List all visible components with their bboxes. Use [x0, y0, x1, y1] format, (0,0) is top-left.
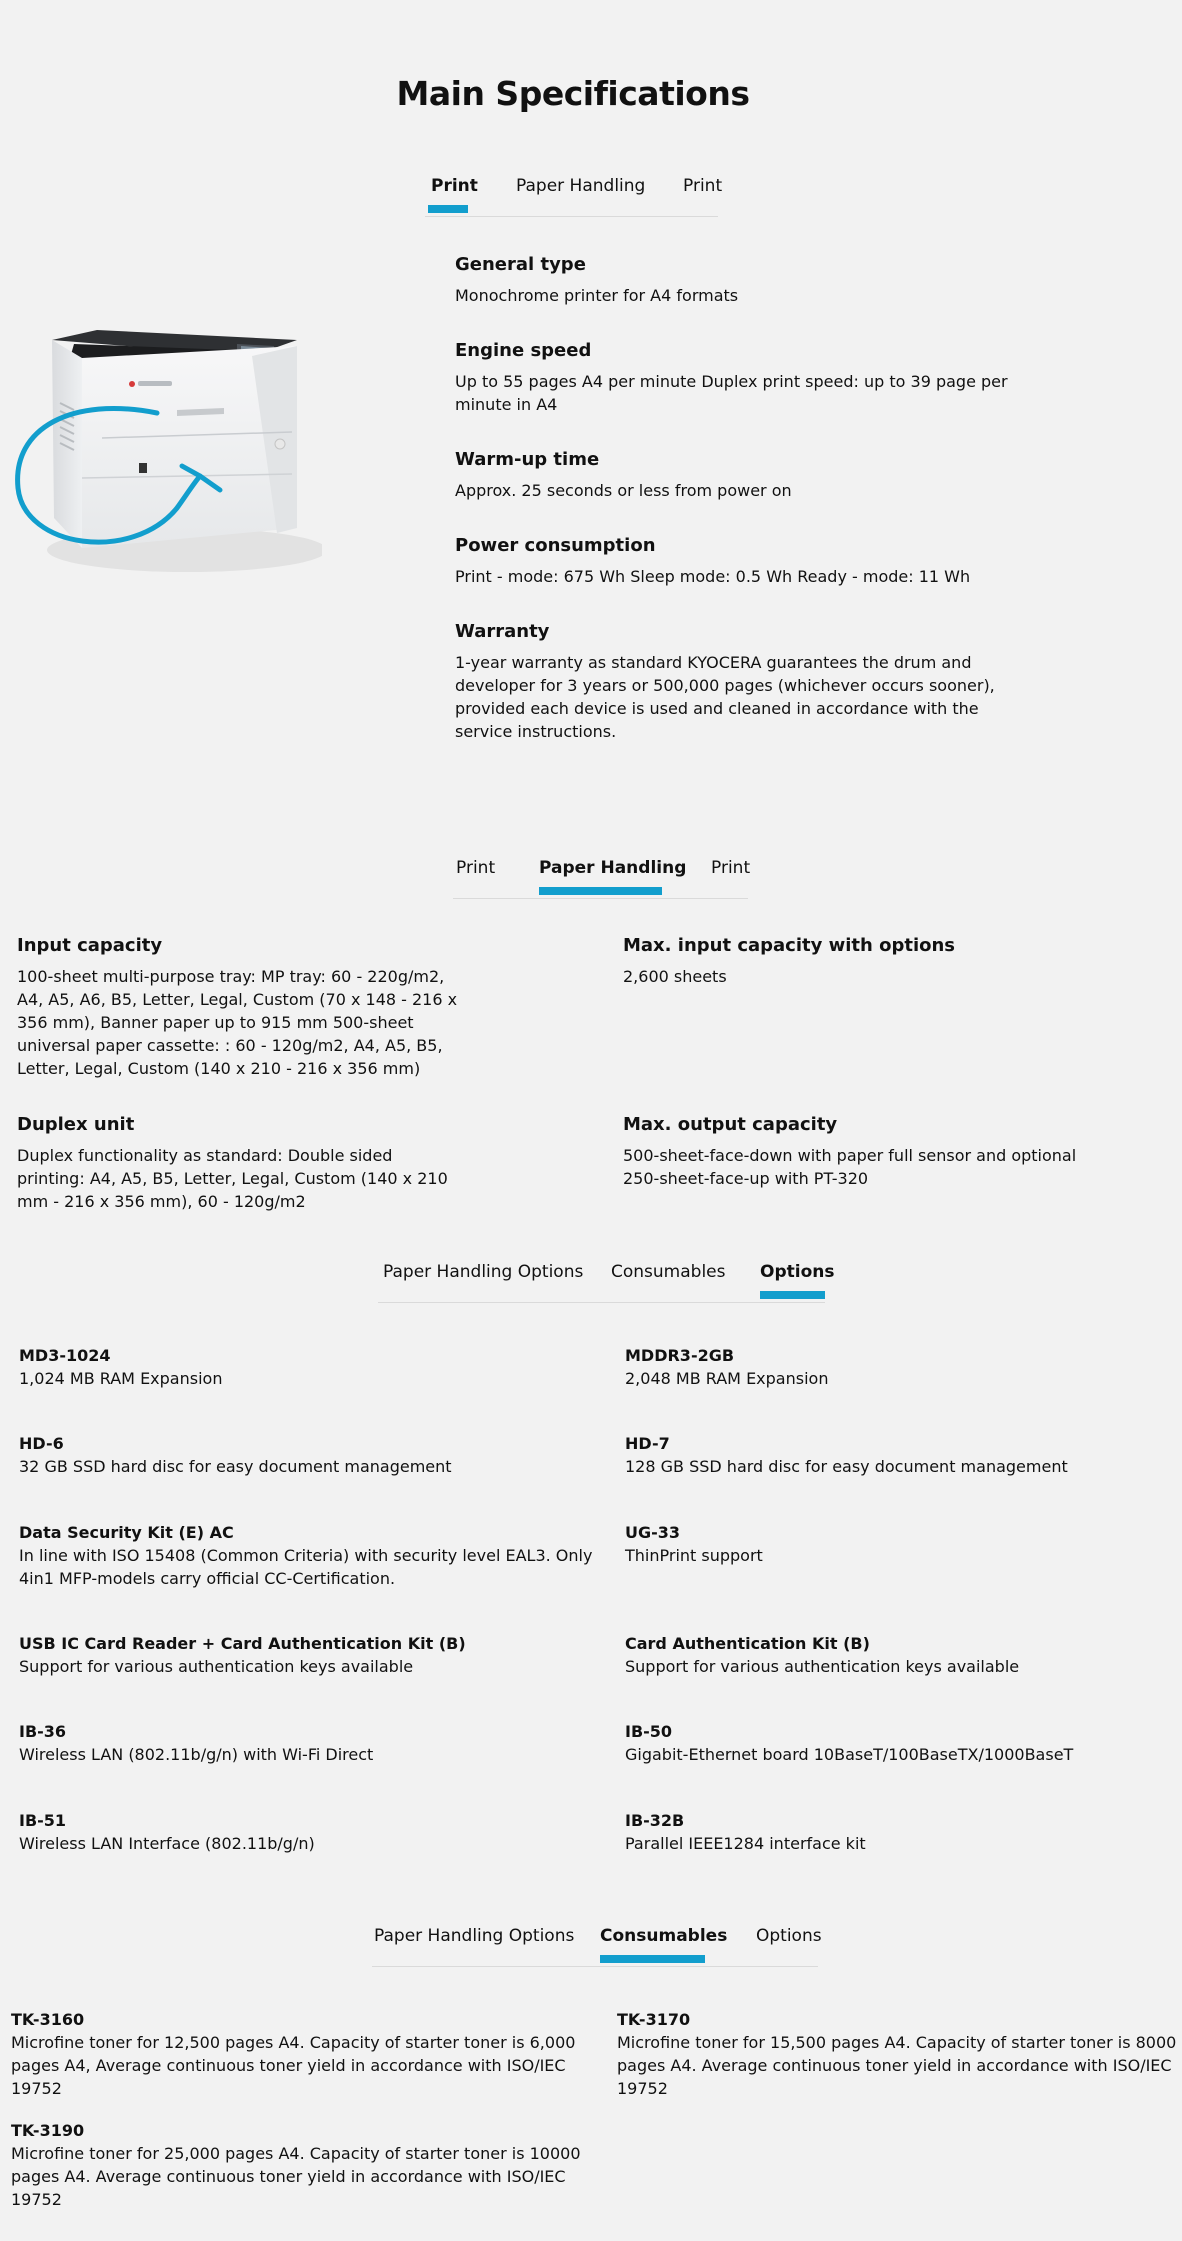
option-code: Data Security Kit (E) AC	[19, 1523, 234, 1542]
option-code: IB-32B	[625, 1811, 685, 1830]
consumable-code: TK-3170	[617, 2010, 691, 2029]
active-tab-indicator	[760, 1291, 825, 1299]
option-code: Card Authentication Kit (B)	[625, 1634, 870, 1653]
tab-label: Paper Handling Options	[374, 1926, 575, 1946]
consumable-description: Microfine toner for 12,500 pages A4. Capacity of starter toner is 6,000 pages A4, Average continuous toner yield in accordance with ISO/IEC 19752	[11, 2033, 576, 2098]
option-description: Parallel IEEE1284 interface kit	[625, 1834, 866, 1853]
tab-label: Print	[431, 176, 478, 196]
consumable-description: Microfine toner for 25,000 pages A4. Capacity of starter toner is 10000 pages A4. Average continuous toner yield in accordance with ISO/IEC 19752	[11, 2144, 581, 2209]
option-code: USB IC Card Reader + Card Authentication Kit (B)	[19, 1634, 466, 1653]
tab-label: Options	[756, 1926, 822, 1946]
spec-value: 100-sheet multi-purpose tray: MP tray: 60 - 220g/m2, A4, A5, A6, B5, Letter, Legal, Custom (70 x 148 - 216 x 356 mm), Banner paper up to 915 mm 500-sheet universal paper cassette: : 60 - 120g/m2, A4, A5, B5, Letter, Legal, Custom (140 x 210 - 216 x 356 mm)	[17, 967, 458, 1078]
tab-print[interactable]	[428, 172, 478, 212]
tab-label: Print	[711, 858, 751, 878]
tab-label: Paper Handling Options	[383, 1262, 584, 1282]
spec-label: Power consumption	[455, 535, 656, 556]
consumable-item	[11, 2008, 591, 2100]
consumables-tabbar	[372, 1922, 822, 1967]
tab-label: Consumables	[600, 1926, 728, 1946]
tab-label: Paper Handling	[539, 858, 687, 878]
tab-paper-handling-options[interactable]	[383, 1258, 583, 1298]
tab-label: Consumables	[611, 1262, 726, 1282]
option-code: HD-6	[19, 1434, 64, 1453]
spec-label: Warranty	[455, 621, 550, 642]
spec-input-capacity	[17, 935, 472, 1080]
tab-paper-handling[interactable]	[516, 172, 645, 212]
option-item	[625, 1632, 1175, 1678]
option-code: UG-33	[625, 1523, 681, 1542]
option-description: 32 GB SSD hard disc for easy document management	[19, 1457, 452, 1476]
tab-print[interactable]	[456, 854, 495, 894]
spec-value: Print - mode: 675 Wh Sleep mode: 0.5 Wh Ready - mode: 11 Wh	[455, 567, 971, 586]
consumable-code: TK-3160	[11, 2010, 85, 2029]
page-title: Main Specifications	[396, 74, 750, 113]
spec-label: Max. output capacity	[623, 1114, 838, 1135]
option-description: ThinPrint support	[625, 1546, 763, 1565]
tab-consumables[interactable]	[600, 1922, 728, 1962]
option-item	[625, 1432, 1175, 1478]
tab-consumables[interactable]	[611, 1258, 725, 1298]
spec-label: Engine speed	[455, 340, 592, 361]
spec-label: Duplex unit	[17, 1114, 135, 1135]
tab-paper-handling[interactable]	[539, 854, 687, 894]
tab-paper-handling-options[interactable]	[374, 1922, 574, 1962]
tab-print-secondary[interactable]	[683, 172, 722, 212]
active-tab-indicator	[600, 1955, 705, 1963]
spec-label: Input capacity	[17, 935, 163, 956]
option-code: MD3-1024	[19, 1346, 111, 1365]
option-item	[19, 1632, 599, 1678]
spec-duplex-unit	[17, 1114, 462, 1213]
tab-label: Paper Handling	[516, 176, 646, 196]
tab-label: Options	[760, 1262, 835, 1282]
consumable-code: TK-3190	[11, 2121, 85, 2140]
spec-label: Warm-up time	[455, 449, 600, 470]
option-description: 2,048 MB RAM Expansion	[625, 1369, 829, 1388]
option-item	[625, 1521, 1175, 1567]
tab-label: Print	[456, 858, 496, 878]
tab-options[interactable]	[756, 1922, 822, 1962]
option-description: Gigabit-Ethernet board 10BaseT/100BaseTX/1000BaseT	[625, 1745, 1074, 1764]
option-item	[19, 1344, 599, 1390]
printer-product-image	[12, 318, 322, 598]
option-item	[19, 1720, 599, 1766]
paper-handling-tabbar	[453, 854, 751, 899]
option-description: In line with ISO 15408 (Common Criteria) with security level EAL3. Only 4in1 MFP-models carry official CC-Certification.	[19, 1546, 593, 1588]
option-description: Wireless LAN (802.11b/g/n) with Wi-Fi Direct	[19, 1745, 374, 1764]
option-item	[19, 1809, 599, 1855]
spec-warm-up-time	[455, 449, 1015, 502]
spec-value: 500-sheet-face-down with paper full sensor and optional 250-sheet-face-up with PT-320	[623, 1146, 1077, 1188]
option-item	[625, 1720, 1175, 1766]
spec-value: Approx. 25 seconds or less from power on	[455, 481, 792, 500]
spec-value: Duplex functionality as standard: Double sided printing: A4, A5, B5, Letter, Legal, Custom (140 x 210 mm - 216 x 356 mm), 60 - 120g/m2	[17, 1146, 448, 1211]
spec-value: 1-year warranty as standard KYOCERA guarantees the drum and developer for 3 years or 500,000 pages (whichever occurs sooner), provided each device is used and cleaned in accordance with the service instructions.	[455, 653, 995, 741]
active-tab-indicator	[539, 887, 662, 895]
option-item	[19, 1432, 599, 1478]
option-description: 128 GB SSD hard disc for easy document management	[625, 1457, 1068, 1476]
spec-value: Up to 55 pages A4 per minute Duplex print speed: up to 39 page per minute in A4	[455, 372, 1008, 414]
printer-illustration	[12, 318, 322, 598]
print-tabbar	[425, 172, 723, 217]
active-tab-indicator	[428, 205, 468, 213]
option-item	[19, 1521, 594, 1590]
spec-label: General type	[455, 254, 586, 275]
spec-power-consumption	[455, 535, 1035, 588]
spec-label: Max. input capacity with options	[623, 935, 956, 956]
spec-value: 2,600 sheets	[623, 967, 727, 986]
spec-max-input-capacity	[623, 935, 1093, 988]
consumable-item	[617, 2008, 1179, 2100]
option-description: Support for various authentication keys available	[19, 1657, 414, 1676]
option-description: Support for various authentication keys available	[625, 1657, 1020, 1676]
option-code: IB-36	[19, 1722, 67, 1741]
spec-general-type	[455, 254, 1015, 307]
option-description: 1,024 MB RAM Expansion	[19, 1369, 223, 1388]
option-item	[625, 1809, 1175, 1855]
spec-max-output-capacity	[623, 1114, 1083, 1190]
spec-warranty	[455, 621, 1025, 743]
spec-value: Monochrome printer for A4 formats	[455, 286, 739, 305]
spec-engine-speed	[455, 340, 1015, 416]
consumable-description: Microfine toner for 15,500 pages A4. Capacity of starter toner is 8000 pages A4. Average continuous toner yield in accordance with ISO/IEC 19752	[617, 2033, 1177, 2098]
tab-print-secondary[interactable]	[711, 854, 750, 894]
option-code: HD-7	[625, 1434, 670, 1453]
tab-options[interactable]	[760, 1258, 835, 1298]
option-code: IB-51	[19, 1811, 67, 1830]
option-description: Wireless LAN Interface (802.11b/g/n)	[19, 1834, 315, 1853]
tab-label: Print	[683, 176, 723, 196]
options-tabbar	[378, 1258, 835, 1303]
option-item	[625, 1344, 1175, 1390]
consumable-item	[11, 2119, 591, 2211]
option-code: IB-50	[625, 1722, 673, 1741]
option-code: MDDR3-2GB	[625, 1346, 735, 1365]
